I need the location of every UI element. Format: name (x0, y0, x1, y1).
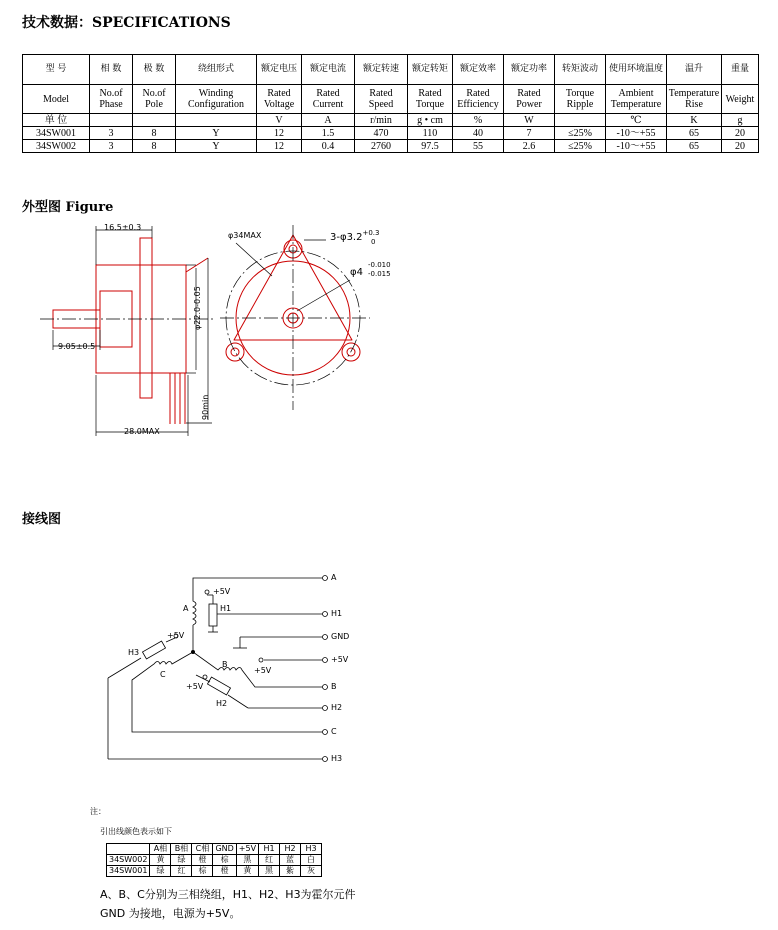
row1-cell: 65 (667, 140, 722, 153)
supply-label-a: +5V (213, 587, 231, 596)
colrow1-cell: 红 (171, 866, 192, 877)
wiring-heading: 接线图 (22, 512, 62, 527)
colrow1-cell: 灰 (301, 866, 322, 877)
enrow-cell: Torque Ripple (555, 85, 606, 114)
dim-overall-length: 28.0MAX (124, 427, 160, 436)
coil-b-label: B (222, 660, 228, 669)
row0-cell: 65 (667, 127, 722, 140)
terminal-a: A (331, 573, 337, 582)
cnrow-cell: 额定功率 (504, 55, 555, 85)
coil-c-label: C (160, 670, 166, 679)
colhead-cell (107, 844, 150, 855)
dim-shaft-tol-lower: -0.015 (368, 270, 391, 278)
row1-cell: 8 (133, 140, 176, 153)
terminal-c: C (331, 727, 337, 736)
row0-cell: 1.5 (302, 127, 355, 140)
row0-cell: 40 (453, 127, 504, 140)
row1-cell: 2760 (355, 140, 408, 153)
row1-cell: 0.4 (302, 140, 355, 153)
enrow-cell: No.of Pole (133, 85, 176, 114)
colrow1-cell: 34SW001 (107, 866, 150, 877)
row0-cell: ≤25% (555, 127, 606, 140)
sensor-h2-label: H2 (216, 699, 228, 708)
enrow-cell: Rated Torque (408, 85, 453, 114)
cnrow-cell: 额定转矩 (408, 55, 453, 85)
unitrow-cell: V (257, 114, 302, 127)
colrow1-cell: 紫 (280, 866, 301, 877)
enrow-cell: Rated Current (302, 85, 355, 114)
colrow0-cell: 红 (259, 855, 280, 866)
terminal-h2: H2 (331, 703, 343, 712)
dim-max-diameter: φ34MAX (228, 231, 262, 240)
enrow-cell: No.of Phase (90, 85, 133, 114)
colrow1-cell: 绿 (150, 866, 171, 877)
dim-holes: $3-\varphi 3.2^{+0.3}$ (330, 229, 380, 243)
row1-cell: 20 (722, 140, 759, 153)
enrow-cell: Rated Speed (355, 85, 408, 114)
colhead-cell: H2 (280, 844, 301, 855)
row1-cell: 2.6 (504, 140, 555, 153)
colrow0-cell: 橙 (192, 855, 213, 866)
dim-diameter: φ22.0-0.05 (193, 286, 202, 330)
cnrow-cell: 转矩波动 (555, 55, 606, 85)
unitrow-cell: ℃ (606, 114, 667, 127)
row0-cell: 12 (257, 127, 302, 140)
colrow0-cell: 黑 (236, 855, 258, 866)
colrow1-cell: 棕 (192, 866, 213, 877)
terminal-gnd: GND (331, 632, 350, 641)
enrow-cell: Rated Power (504, 85, 555, 114)
supply-label-b: +5V (186, 682, 204, 691)
unitrow-cell: K (667, 114, 722, 127)
terminal-h1: H1 (331, 609, 343, 618)
colrow0-cell: 蓝 (280, 855, 301, 866)
terminal-5v: +5V (331, 655, 349, 664)
cnrow-cell: 温升 (667, 55, 722, 85)
colrow1-cell: 黄 (236, 866, 258, 877)
row0-cell: 8 (133, 127, 176, 140)
colrow0-cell: 黄 (150, 855, 171, 866)
cnrow-cell: 额定转速 (355, 55, 408, 85)
cnrow-cell: 极 数 (133, 55, 176, 85)
dim-lead-length: 90min (201, 394, 210, 420)
supply-label-right: +5V (254, 666, 272, 675)
row1-cell: 3 (90, 140, 133, 153)
colrow0-cell: 棕 (213, 855, 236, 866)
sensor-h1-label: H1 (220, 604, 232, 613)
cnrow-cell: 重量 (722, 55, 759, 85)
colhead-cell: +5V (236, 844, 258, 855)
cnrow-cell: 绕组形式 (176, 55, 257, 85)
colhead-cell: H1 (259, 844, 280, 855)
colhead-cell: A相 (150, 844, 171, 855)
terminal-h3: H3 (331, 754, 343, 763)
enrow-cell: Weight (722, 85, 759, 114)
supply-label-c: +5V (167, 631, 185, 640)
enrow-cell: Rated Efficiency (453, 85, 504, 114)
row0-cell: 3 (90, 127, 133, 140)
row0-cell: 470 (355, 127, 408, 140)
colhead-cell: GND (213, 844, 236, 855)
row0-cell: Y (176, 127, 257, 140)
colrow1-cell: 黑 (259, 866, 280, 877)
unitrow-cell: 单 位 (23, 114, 90, 127)
note-title: 注： (90, 807, 106, 816)
enrow-cell: Rated Voltage (257, 85, 302, 114)
row1-cell: 34SW002 (23, 140, 90, 153)
unitrow-cell: W (504, 114, 555, 127)
enrow-cell: Model (23, 85, 90, 114)
enrow-cell: Temperature Rise (667, 85, 722, 114)
row1-cell: 55 (453, 140, 504, 153)
row1-cell: -10～+55 (606, 140, 667, 153)
note-line-1: A、B、C分别为三相绕组，H1、H2、H3为霍尔元件 (100, 888, 356, 901)
terminal-b: B (331, 682, 337, 691)
unitrow-cell: g • cm (408, 114, 453, 127)
row1-cell: 97.5 (408, 140, 453, 153)
note-subtitle: 引出线颜色表示如下 (100, 827, 172, 836)
color-table (106, 843, 322, 877)
sensor-h3-label: H3 (128, 648, 140, 657)
colhead-cell: B相 (171, 844, 192, 855)
row0-cell: 7 (504, 127, 555, 140)
unitrow-cell: r/min (355, 114, 408, 127)
cnrow-cell: 相 数 (90, 55, 133, 85)
enrow-cell: Winding Configuration (176, 85, 257, 114)
page-title: 技术数据：SPECIFICATIONS (22, 15, 231, 31)
colrow0-cell: 绿 (171, 855, 192, 866)
unitrow-cell: % (453, 114, 504, 127)
row1-cell: Y (176, 140, 257, 153)
dim-shaft: 9.05±0.5 (58, 342, 96, 351)
cnrow-cell: 型 号 (23, 55, 90, 85)
colrow0-cell: 白 (301, 855, 322, 866)
enrow-cell: Ambient Temperature (606, 85, 667, 114)
dim-length: 16.5±0.3 (104, 223, 142, 232)
row0-cell: -10～+55 (606, 127, 667, 140)
unitrow-cell: A (302, 114, 355, 127)
cnrow-cell: 使用环境温度 (606, 55, 667, 85)
colrow0-cell: 34SW002 (107, 855, 150, 866)
row1-cell: 12 (257, 140, 302, 153)
dim-holes-tol-lower: 0 (371, 238, 376, 246)
unitrow-cell: g (722, 114, 759, 127)
dim-shaft-tol-upper: -0.010 (368, 261, 391, 269)
dim-shaft-diameter: φ4 (350, 267, 363, 278)
colrow1-cell: 橙 (213, 866, 236, 877)
cnrow-cell: 额定电压 (257, 55, 302, 85)
colhead-cell: C相 (192, 844, 213, 855)
colhead-cell: H3 (301, 844, 322, 855)
row0-cell: 34SW001 (23, 127, 90, 140)
row0-cell: 110 (408, 127, 453, 140)
cnrow-cell: 额定效率 (453, 55, 504, 85)
figure-heading: 外型图 Figure (22, 200, 114, 215)
cnrow-cell: 额定电流 (302, 55, 355, 85)
note-line-2: GND 为接地，电源为+5V。 (100, 907, 241, 920)
row0-cell: 20 (722, 127, 759, 140)
coil-a-label: A (183, 604, 189, 613)
row1-cell: ≤25% (555, 140, 606, 153)
